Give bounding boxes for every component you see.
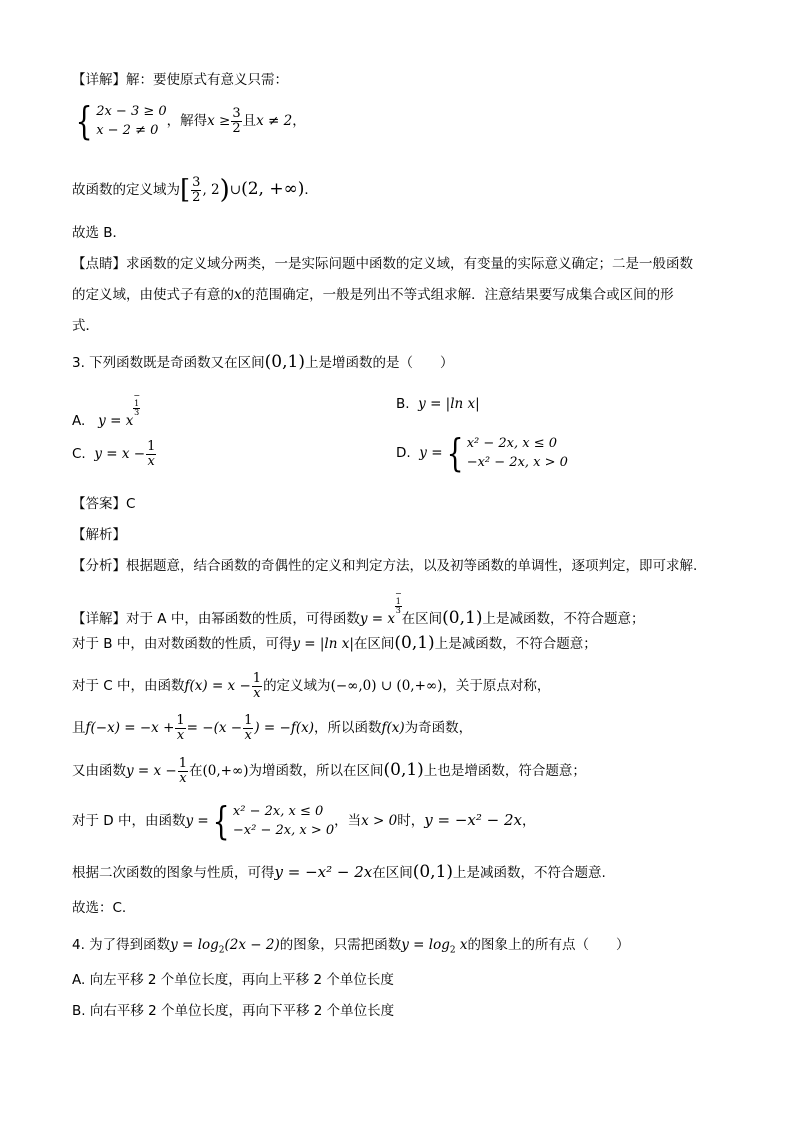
q4-option-b: B. 向右平移 2 个单位长度，再向下平移 2 个单位长度: [72, 1003, 395, 1019]
q3-option-d: D. y ={ x² − 2x, x ≤ 0 −x² − 2x, x > 0: [396, 431, 568, 475]
option-b-math: y = |ln x|: [418, 396, 480, 412]
q4-stem: 4. 为了得到函数$y = \log_2(2x - 2)$的图象，只需把函数$y = \log_2 x$的图象上的所有点（ ）: [72, 937, 630, 956]
x-ne: x ≠ 2: [256, 113, 293, 129]
left-bracket: [: [180, 175, 191, 205]
three-halves: $\frac{3}{2}$: [232, 105, 241, 136]
detail3-c2: 且f(−x) = −x + $\frac{1}{x}$ = −(x − $\frac{1}{x}$ ) = −f(x)，所以函数f(x)为奇函数，: [72, 712, 473, 743]
option-d-label: D.: [396, 445, 411, 461]
option-c-math: y = x −: [94, 446, 146, 462]
domain-text: 故函数的定义域为: [72, 182, 180, 198]
interval-mid: , 2: [202, 182, 220, 198]
detail1-label: 【详解】: [72, 72, 126, 88]
q3-stem: 3. 下列函数既是奇函数又在区间(0,1)上是增函数的是（ ）: [72, 352, 454, 372]
right-paren: ): [219, 175, 230, 205]
detail3-c3: 又由函数y = x − $\frac{1}{x}$ 在(0,+∞)为增函数，所以在区间(0,1)上也是增函数，符合题意；: [72, 755, 586, 786]
cond2: x − 2 ≠ 0: [96, 123, 159, 138]
tip-label: 【点睛】: [72, 256, 126, 272]
and-text: 且: [242, 113, 257, 129]
interval-2: (2, +∞): [241, 179, 305, 199]
detail1-text: 解：要使原式有意义只需：: [126, 72, 288, 88]
domain-line: 故函数的定义域为[ $\frac{3}{2}$ , 2)∪(2, +∞)．: [72, 174, 318, 205]
detail1-line: [72, 70, 288, 90]
left-brace: {: [75, 99, 93, 143]
fenxi-line: 【分析】根据题意，结合函数的奇偶性的定义和判定方法，以及初等函数的单调性，逐项判定，即可求解.: [72, 558, 698, 574]
tip-line-2: 的定义域，由使式子有意的x的范围确定，一般是列出不等式组求解．注意结果要写成集合或区间的形: [72, 287, 674, 303]
tip-line-3: 式．: [72, 318, 99, 334]
solve-text: ，解得: [166, 113, 208, 129]
option-a-label: A.: [72, 413, 86, 429]
q3-option-a: [72, 392, 140, 435]
detail3-c1: 对于 C 中，由函数f(x) = x − $\frac{1}{x}$ 的定义域为(−∞,0) ∪ (0,+∞)，关于原点对称，: [72, 670, 551, 701]
detail1-system: { 2x − 3 ≥ 0 x − 2 ≠ 0 ，解得x ≥ $\frac{3}{2}$ 且x ≠ 2，: [75, 99, 306, 143]
answer3-line: 【答案】C: [72, 496, 136, 512]
detail3-b: 对于 B 中，由对数函数的性质，可得y = |ln x|在区间(0,1)上是减函数，不符合题意；: [72, 633, 597, 653]
option-c-label: C.: [72, 446, 86, 462]
option-b-label: B.: [396, 396, 410, 412]
union-symbol: ∪: [229, 182, 242, 198]
detail3-d: 对于 D 中，由函数y ={ x² − 2x, x ≤ 0 −x² − 2x, x > 0 ，当x > 0时，y = −x² − 2x，: [72, 799, 536, 843]
q3-option-c: [72, 436, 157, 472]
option-d-cases: x² − 2x, x ≤ 0 −x² − 2x, x > 0: [466, 436, 568, 470]
cond1: 2x − 3 ≥ 0: [96, 104, 167, 119]
q4-option-a: A. 向左平移 2 个单位长度，再向上平移 2 个单位长度: [72, 972, 394, 988]
answer-line-1: 故选 B．: [72, 225, 127, 241]
q3-option-b: [396, 394, 480, 414]
x-ge: x ≥: [207, 113, 231, 129]
option-a-exponent: − 1 3: [133, 391, 141, 417]
answer3-value: C: [126, 496, 136, 512]
analysis3-line: 【解析】: [72, 527, 126, 543]
detail3-e: 根据二次函数的图象与性质，可得y = −x² − 2x在区间(0,1)上是减函数，不符合题意.: [72, 862, 606, 882]
condition-cases: [96, 102, 166, 140]
detail3-a: 【详解】对于 A 中，由幂函数的性质，可得函数y = x − 1 3 在区间(0,1)上是减函数，不符合题意；: [72, 589, 645, 628]
option-c-frac: $\frac{1}{x}$: [147, 438, 156, 469]
choose-c: 故选：C.: [72, 900, 127, 916]
option-a-math: y = x: [98, 413, 134, 429]
tip-line-1: 【点睛】求函数的定义域分两类，一是实际问题中函数的定义域，有变量的实际意义确定；二是一般函数: [72, 256, 693, 272]
three-halves-2: $\frac{3}{2}$: [192, 174, 201, 205]
